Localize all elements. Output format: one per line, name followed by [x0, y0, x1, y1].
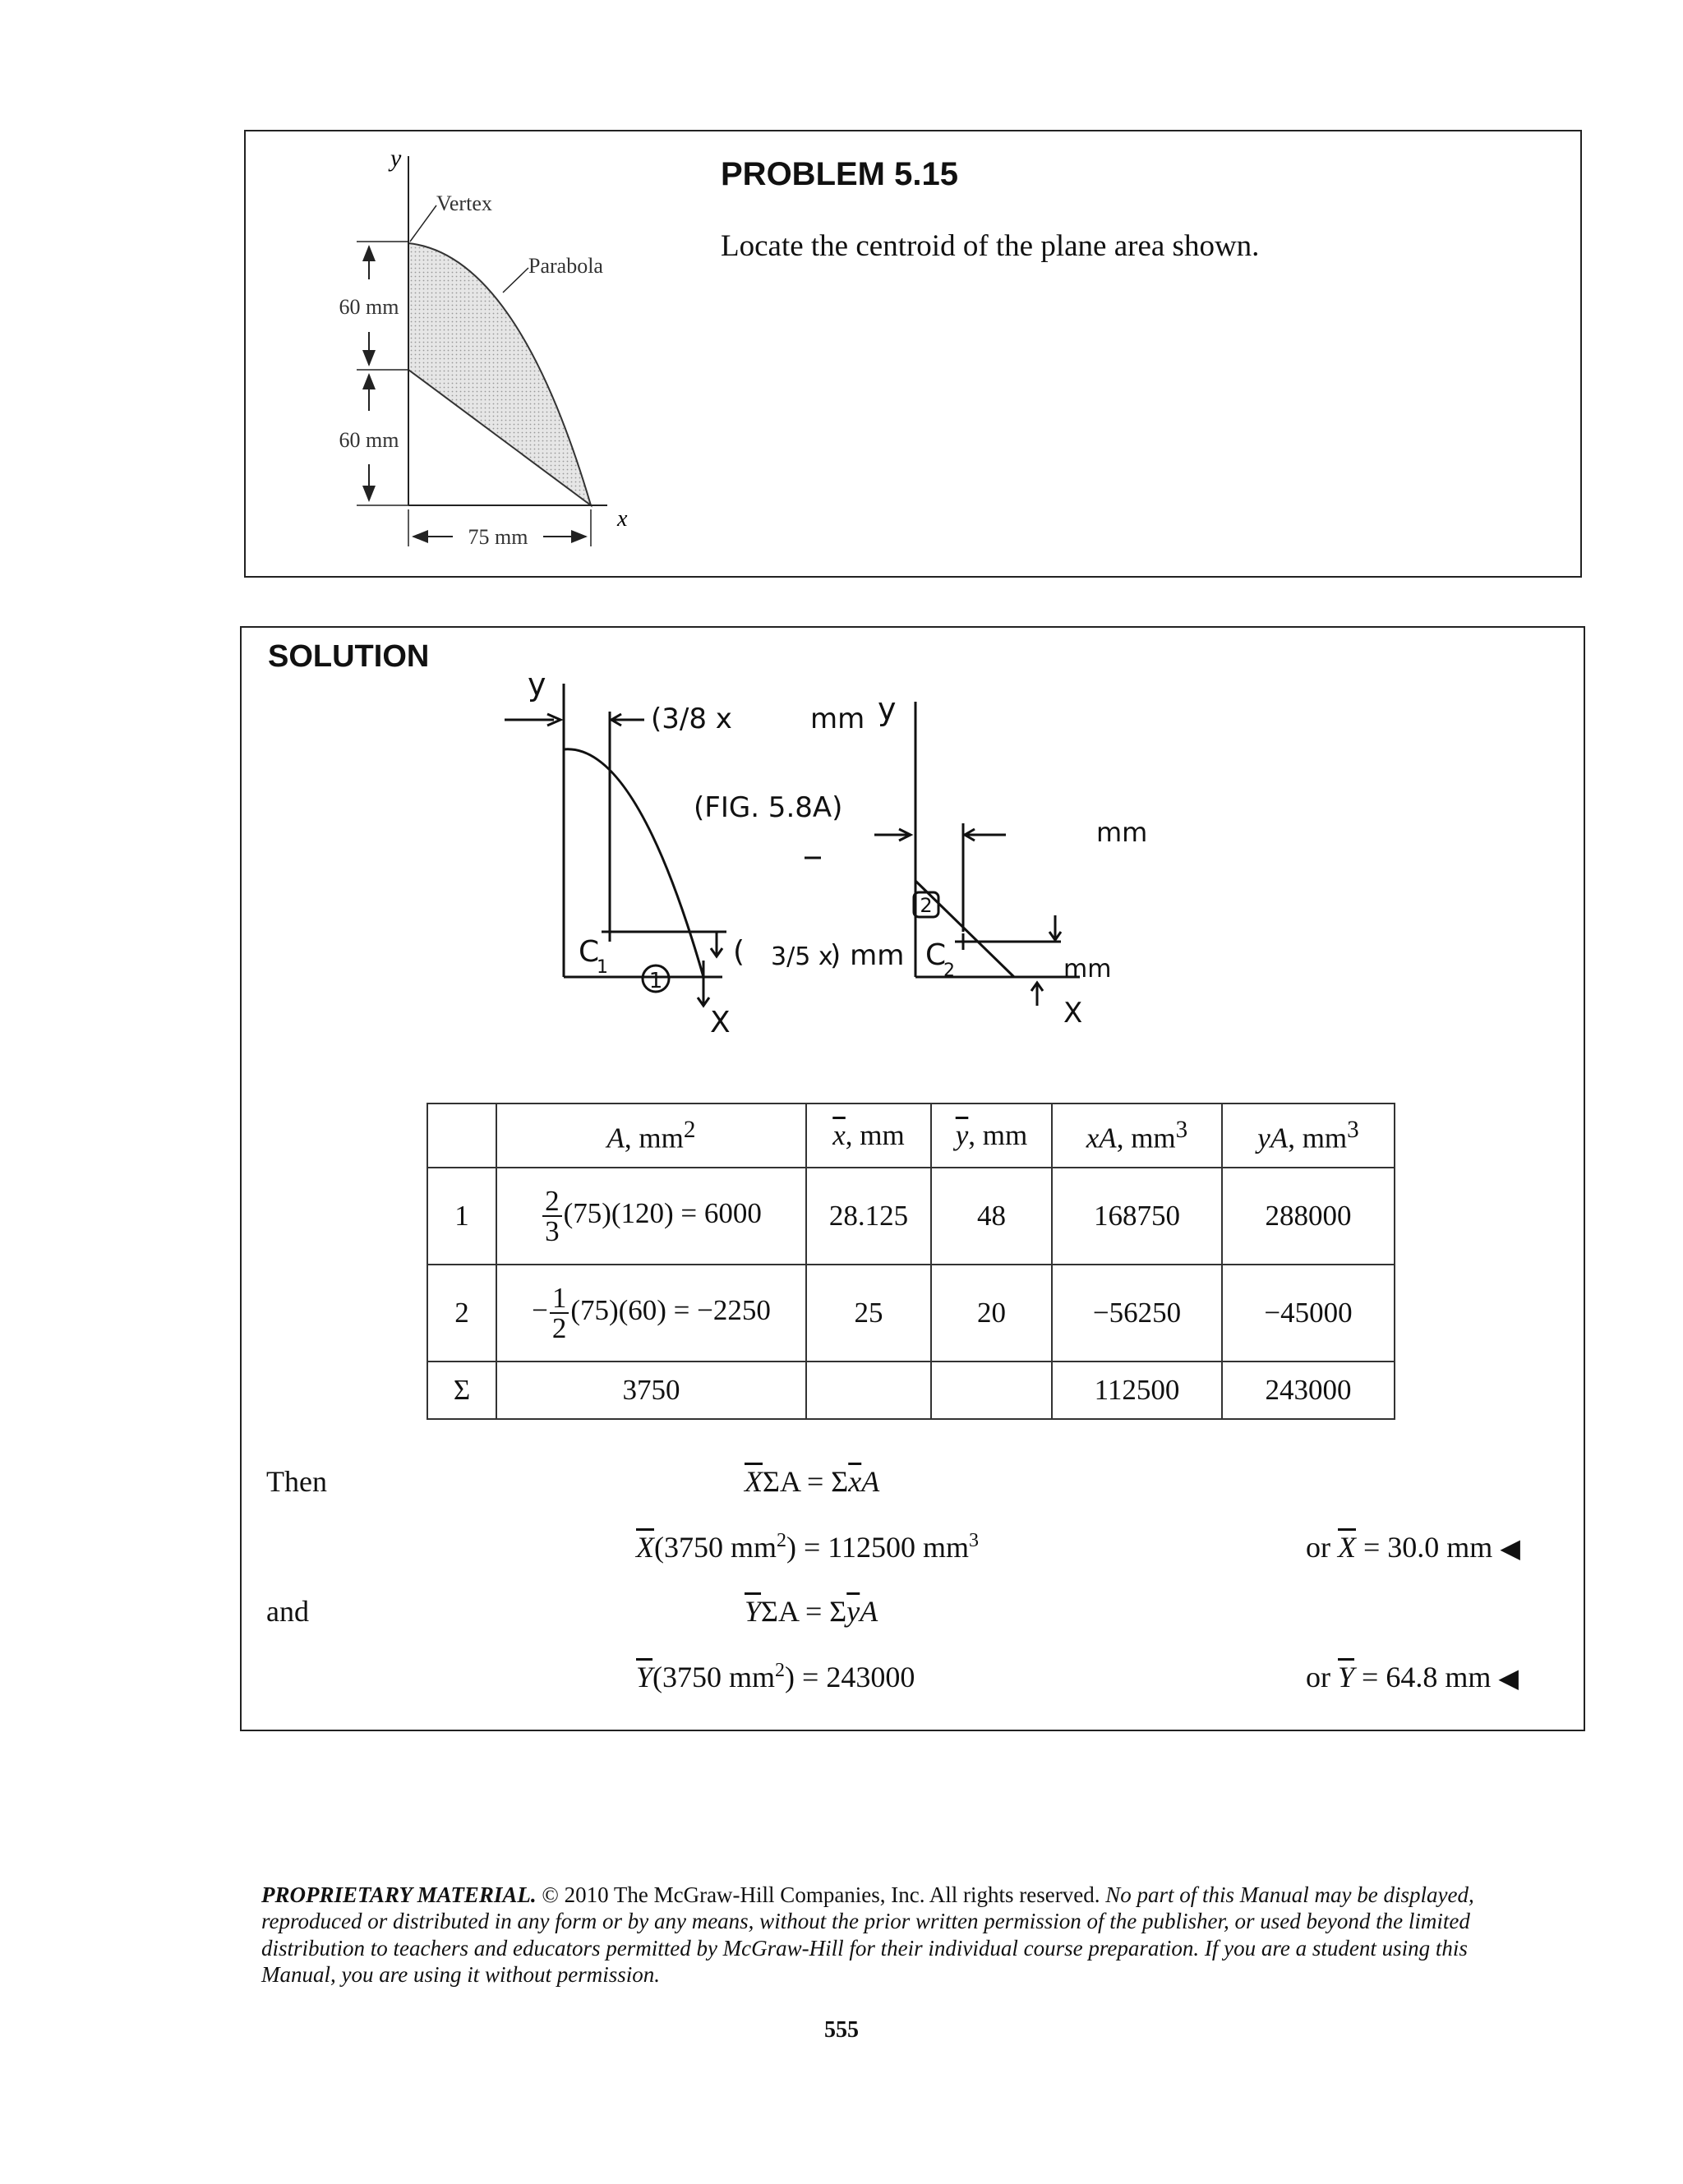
equation-2: $\overline{X}(3750$ $mm^2) = 112500$ $mm^3$ [636, 1530, 979, 1564]
problem-figure [246, 131, 706, 575]
table-sum-row [427, 1362, 1395, 1419]
solution-title: SOLUTION [268, 639, 430, 674]
row-xa: 168750 [1052, 1168, 1222, 1265]
row-ya: −45000 [1222, 1265, 1395, 1362]
sketch-x2: X [1063, 997, 1083, 1030]
sketch-c1-sub: 1 [597, 957, 608, 978]
then-label: Then [266, 1465, 327, 1498]
row-area: $\frac{2}{3}$ (75)(120) = 6000 [496, 1168, 806, 1265]
sum-xbar [806, 1362, 931, 1419]
header-xbar: $\overline{x}$, mm [806, 1104, 931, 1168]
sum-area: 3750 [496, 1362, 806, 1419]
sketch-label1: 1 [648, 969, 663, 993]
row-ybar: 48 [931, 1168, 1052, 1265]
sketch-y2: y [878, 691, 897, 727]
row-xbar: 28.125 [806, 1168, 931, 1265]
sketch-y1: y [528, 677, 546, 703]
equation-4: $\overline{Y}(3750$ $mm^2) = 243000$ [636, 1660, 915, 1693]
row-ya: 288000 [1222, 1168, 1395, 1265]
table-header-row [427, 1104, 1395, 1168]
solution-sketch [488, 677, 1310, 1071]
header-xa: xA, $mm^3$ [1052, 1104, 1222, 1168]
figure-x-axis-label: x [617, 506, 628, 532]
answer-marker-icon: ◀ [1498, 1663, 1519, 1693]
result-x: or $\overline{X} = 30.0$ mm ◀ [1306, 1531, 1520, 1564]
page-number: 555 [824, 2017, 859, 2043]
header-ya: yA, $mm^3$ [1222, 1104, 1395, 1168]
sketch-paren: ( [733, 935, 745, 969]
row-id: 2 [427, 1265, 496, 1362]
row-ybar: 20 [931, 1265, 1052, 1362]
row-xbar: 25 [806, 1265, 931, 1362]
sum-xa: 112500 [1052, 1362, 1222, 1419]
result-y: or $\overline{Y} = 64.8$ mm ◀ [1306, 1661, 1519, 1693]
problem-box [244, 130, 1582, 578]
header-index [427, 1104, 496, 1168]
equation-3: $\overline{Y}\Sigma A = \Sigma\overline{y}A$ [745, 1595, 878, 1628]
sketch-frac-y1: 3/5 x [771, 942, 833, 971]
vertex-label: Vertex [436, 191, 492, 215]
problem-title: PROBLEM 5.15 [721, 156, 958, 192]
sum-id: Σ [427, 1362, 496, 1419]
problem-text: Locate the centroid of the plane area shown. [721, 229, 1260, 263]
table-row [427, 1265, 1395, 1362]
sum-ybar [931, 1362, 1052, 1419]
sum-ya: 243000 [1222, 1362, 1395, 1419]
sketch-mm3: mm [1063, 955, 1112, 984]
sketch-c1: C [579, 935, 600, 969]
sketch-c2: C [925, 938, 947, 972]
header-ybar: $\overline{y}$, mm [931, 1104, 1052, 1168]
sketch-mm-paren: ) mm [830, 939, 905, 972]
equation-1: $\overline{X}\Sigma A = \Sigma\overline{x}A$ [745, 1465, 880, 1498]
centroid-table [427, 1103, 1395, 1420]
parabola-label: Parabola [528, 254, 603, 278]
fraction: $\frac{2}{3}$ [542, 1186, 562, 1246]
sketch-x1: X [710, 1006, 731, 1039]
solution-box [240, 626, 1585, 1731]
header-area: A, $mm^2$ [496, 1104, 806, 1168]
row-area: − $\frac{1}{2}$ (75)(60) = −2250 [496, 1265, 806, 1362]
sketch-c2-sub: 2 [943, 961, 955, 981]
sketch-mm1: mm [810, 703, 865, 735]
copyright-footer: PROPRIETARY MATERIAL. © 2010 The McGraw-Hill Companies, Inc. All rights reserved. No part of this Manual may be displayed, reproduced or distributed in any form or by any means, without the prior written permission of the publisher, or used beyond the limited distribution to teachers and educators permitted by McGraw-Hill for their individual course preparation. If you are a student using this Manual, you are using it without permission. [261, 1882, 1474, 1988]
dim-width-label: 75 mm [468, 525, 528, 549]
row-xa: −56250 [1052, 1265, 1222, 1362]
figure-y-axis-label: y [390, 145, 402, 172]
sketch-fig-ref: (FIG. 5.8A) [694, 791, 843, 824]
and-label: and [266, 1595, 309, 1628]
sketch-label2: 2 [920, 894, 933, 917]
sketch-mm2: mm [1096, 817, 1148, 848]
dim-lower-label: 60 mm [339, 428, 399, 452]
row-id: 1 [427, 1168, 496, 1265]
dim-upper-label: 60 mm [339, 295, 399, 319]
shaded-area [408, 243, 591, 505]
fraction: $\frac{1}{2}$ [550, 1283, 569, 1343]
sketch-frac-x1: (3/8 x [651, 703, 732, 735]
table-row [427, 1168, 1395, 1265]
answer-marker-icon: ◀ [1500, 1533, 1520, 1563]
